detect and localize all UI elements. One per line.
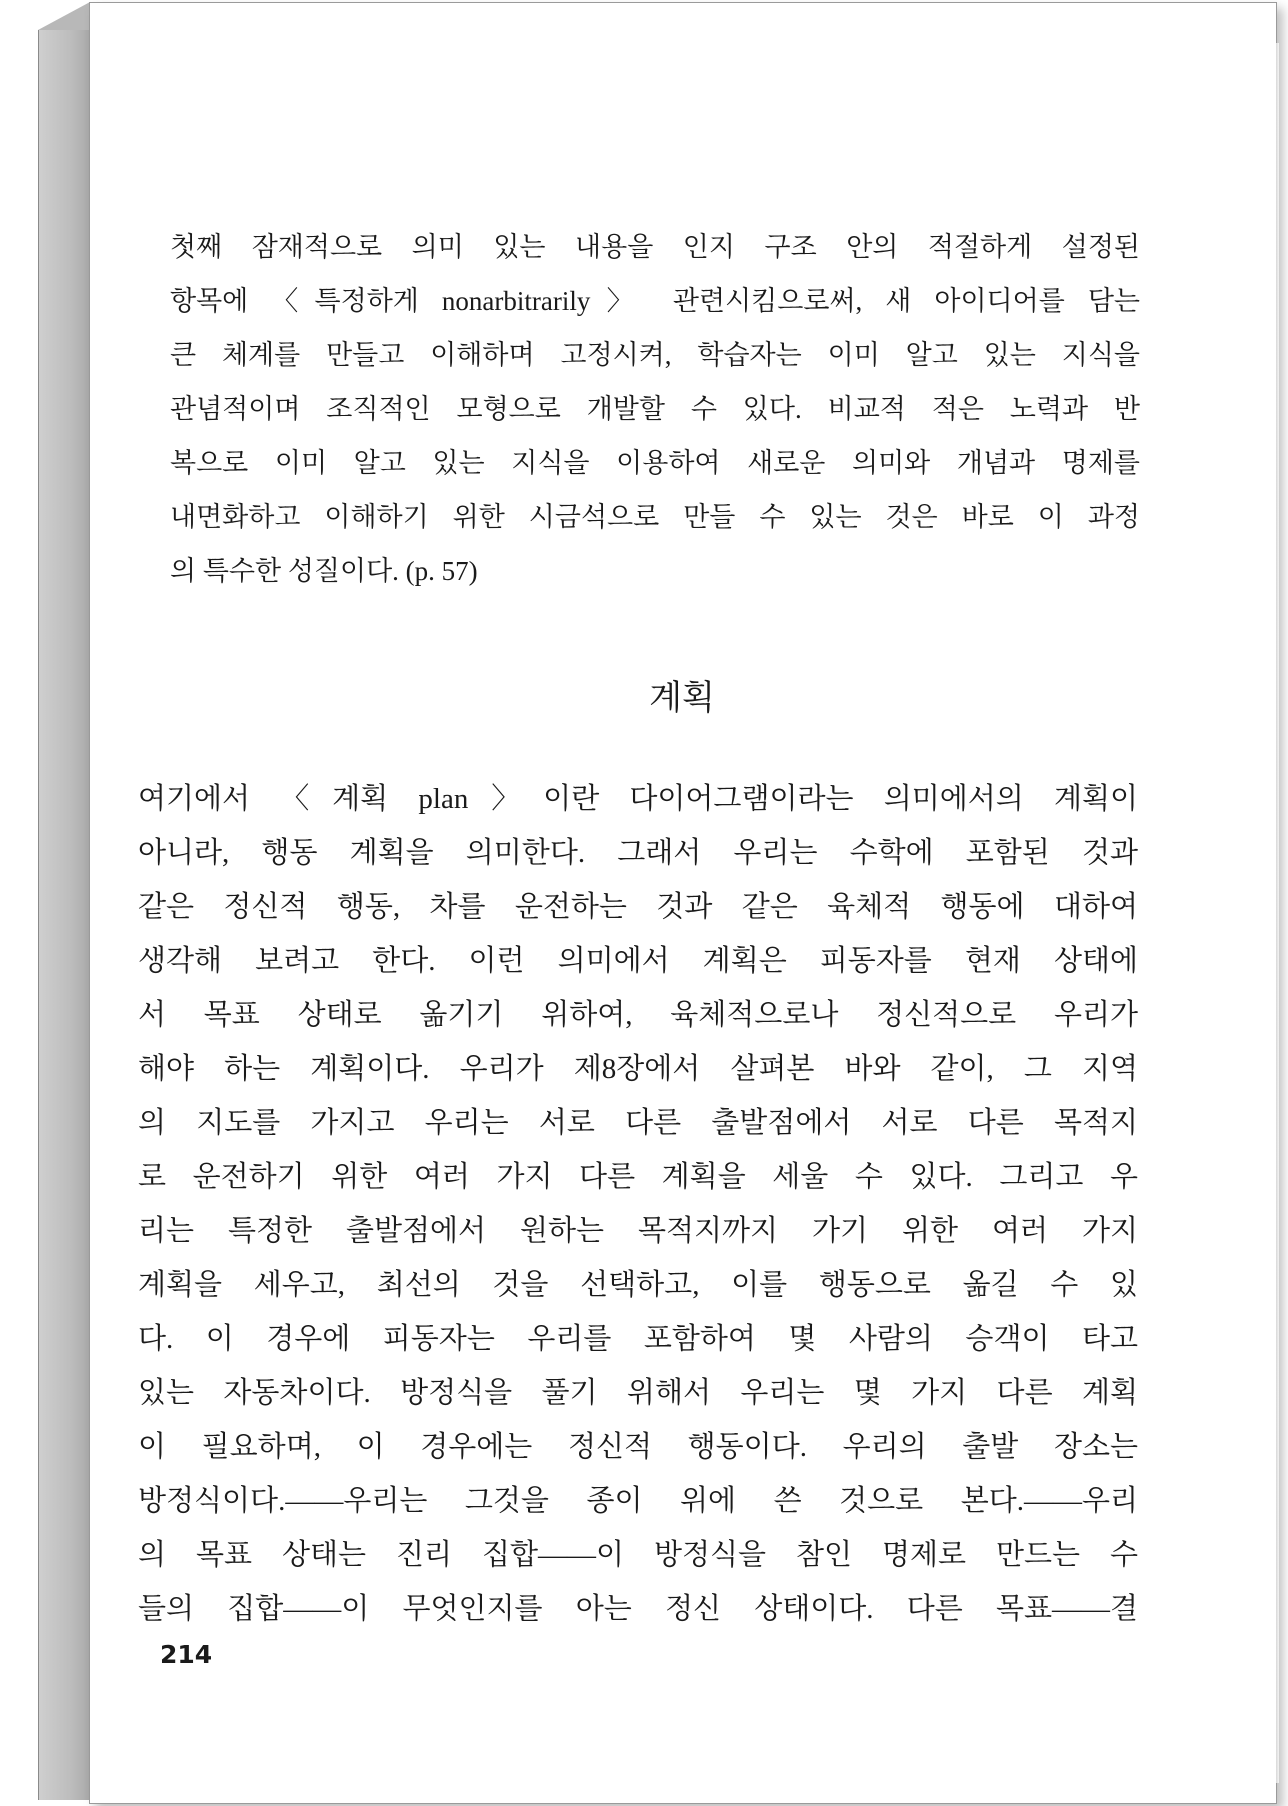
- body-line: 방정식이다.——우리는 그것을 종이 위에 쓴 것으로 본다.——우리: [138, 1485, 1138, 1517]
- body-line: 있는 자동차이다. 방정식을 풀기 위해서 우리는 몇 가지 다른 계획: [138, 1377, 1138, 1409]
- quote-line: 큰 체계를 만들고 이해하며 고정시켜, 학습자는 이미 알고 있는 지식을: [170, 340, 1140, 370]
- page-edge: [1276, 43, 1279, 1783]
- body-line: 아니라, 행동 계획을 의미한다. 그래서 우리는 수학에 포함된 것과: [138, 837, 1138, 869]
- quote-line: 복으로 이미 알고 있는 지식을 이용하여 새로운 의미와 개념과 명제를: [170, 448, 1140, 478]
- body-line: 같은 정신적 행동, 차를 운전하는 것과 같은 육체적 행동에 대하여: [138, 891, 1138, 923]
- body-paragraph: [138, 772, 1138, 1636]
- body-line: 해야 하는 계획이다. 우리가 제8장에서 살펴본 바와 같이, 그 지역: [138, 1053, 1138, 1085]
- book-spine-top: [38, 2, 90, 30]
- section-title: 계획: [649, 680, 715, 717]
- body-line: 다. 이 경우에 피동자는 우리를 포함하여 몇 사람의 승객이 타고: [138, 1323, 1138, 1355]
- page-number: 214: [160, 1640, 213, 1669]
- book-spine: [38, 30, 91, 1800]
- quote-line: 첫째 잠재적으로 의미 있는 내용을 인지 구조 안의 적절하게 설정된: [170, 232, 1140, 262]
- body-line: 의 목표 상태는 진리 집합——이 방정식을 참인 명제로 만드는 수: [138, 1539, 1138, 1571]
- body-line: 리는 특정한 출발점에서 원하는 목적지까지 가기 위한 여러 가지: [138, 1215, 1138, 1247]
- quote-line: 항목에 〈특정하게 nonarbitrarily〉 관련시킴으로써, 새 아이디어를 담는: [170, 286, 1140, 316]
- quote-line: 의 특수한 성질이다. (p. 57): [170, 556, 478, 586]
- body-line: 여기에서 〈계획 plan〉이란 다이어그램이라는 의미에서의 계획이: [138, 783, 1138, 815]
- body-line: 서 목표 상태로 옮기기 위하여, 육체적으로나 정신적으로 우리가: [138, 999, 1138, 1031]
- body-line: 로 운전하기 위한 여러 가지 다른 계획을 세울 수 있다. 그리고 우: [138, 1161, 1138, 1193]
- body-line: 들의 집합——이 무엇인지를 아는 정신 상태이다. 다른 목표——결: [138, 1593, 1138, 1625]
- quote-line: 관념적이며 조직적인 모형으로 개발할 수 있다. 비교적 적은 노력과 반: [170, 394, 1140, 424]
- body-line: 계획을 세우고, 최선의 것을 선택하고, 이를 행동으로 옮길 수 있: [138, 1269, 1138, 1301]
- body-line: 생각해 보려고 한다. 이런 의미에서 계획은 피동자를 현재 상태에: [138, 945, 1138, 977]
- body-line: 이 필요하며, 이 경우에는 정신적 행동이다. 우리의 출발 장소는: [138, 1431, 1138, 1463]
- body-line: 의 지도를 가지고 우리는 서로 다른 출발점에서 서로 다른 목적지: [138, 1107, 1138, 1139]
- block-quote: [170, 220, 1140, 598]
- quote-line: 내면화하고 이해하기 위한 시금석으로 만들 수 있는 것은 바로 이 과정: [170, 502, 1140, 532]
